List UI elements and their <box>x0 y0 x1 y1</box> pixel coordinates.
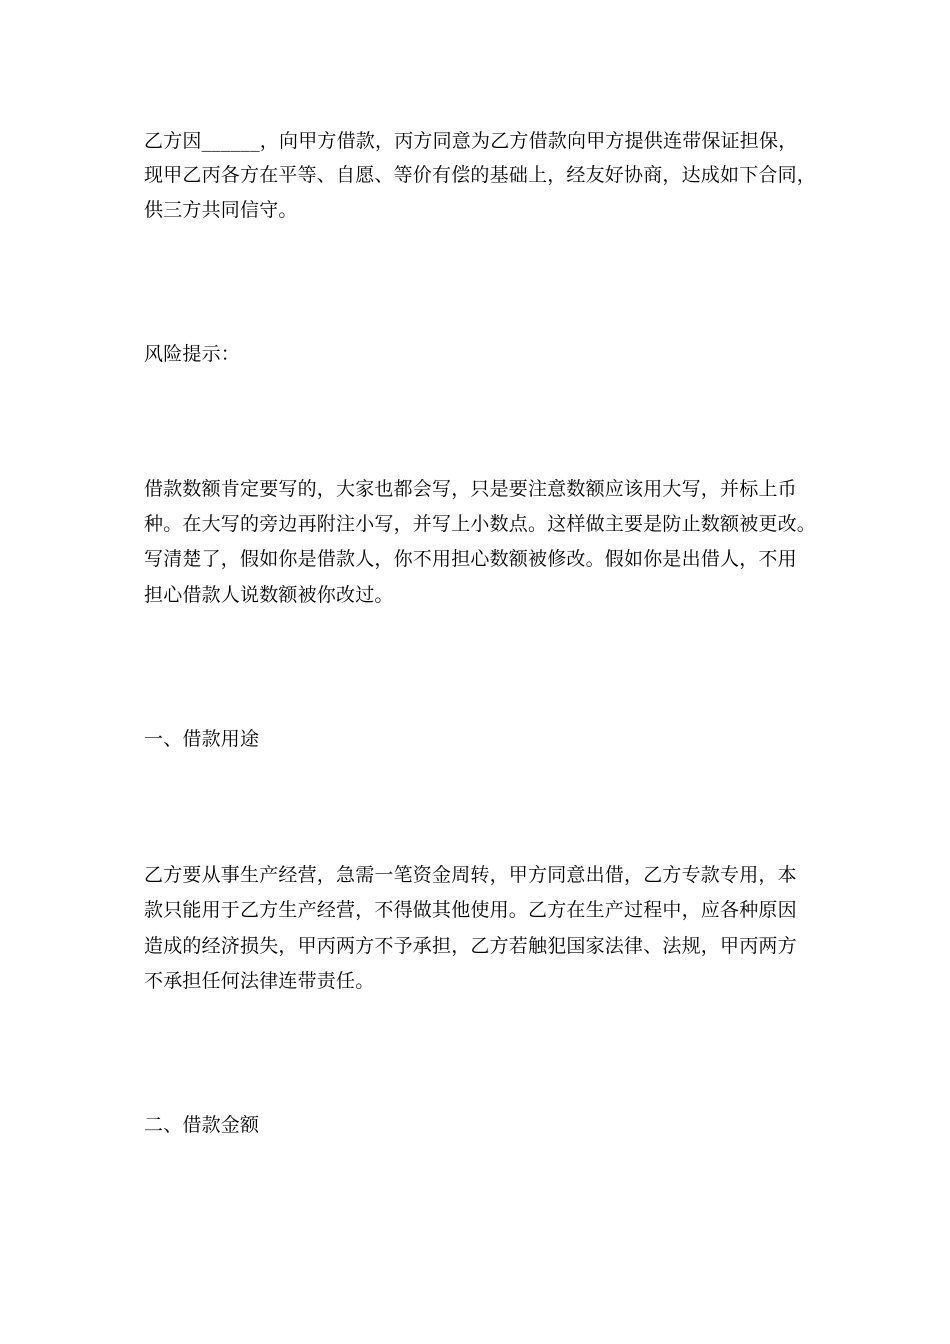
section1-line-3: 造成的经济损失，甲丙两方不予承担，乙方若触犯国家法律、法规，甲丙两方 <box>144 935 797 957</box>
risk-heading: 风险提示： <box>144 343 241 365</box>
risk-line-4: 担心借款人说数额被你改过。 <box>144 584 394 606</box>
section1-line-2: 款只能用于乙方生产经营，不得做其他使用。乙方在生产过程中，应各种原因 <box>144 899 797 921</box>
section1-line-1: 乙方要从事生产经营，急需一笔资金周转，甲方同意出借，乙方专款专用，本 <box>144 864 797 886</box>
section1-heading: 一、借款用途 <box>144 728 260 750</box>
risk-line-2: 种。在大写的旁边再附注小写，并写上小数点。这样做主要是防止数额被更改。 <box>144 513 817 535</box>
section2-heading: 二、借款金额 <box>144 1114 260 1136</box>
intro-line-3: 供三方共同信守。 <box>144 199 298 221</box>
risk-line-3: 写清楚了，假如你是借款人，你不用担心数额被修改。假如你是出借人，不用 <box>144 548 797 570</box>
section1-line-4: 不承担任何法律连带责任。 <box>144 970 375 992</box>
intro-line-1: 乙方因______，向甲方借款，丙方同意为乙方借款向甲方提供连带保证担保， <box>144 130 798 152</box>
risk-line-1: 借款数额肯定要写的，大家也都会写，只是要注意数额应该用大写，并标上币 <box>144 478 797 500</box>
intro-line-2: 现甲乙丙各方在平等、自愿、等价有偿的基础上，经友好协商，达成如下合同， <box>144 164 817 186</box>
